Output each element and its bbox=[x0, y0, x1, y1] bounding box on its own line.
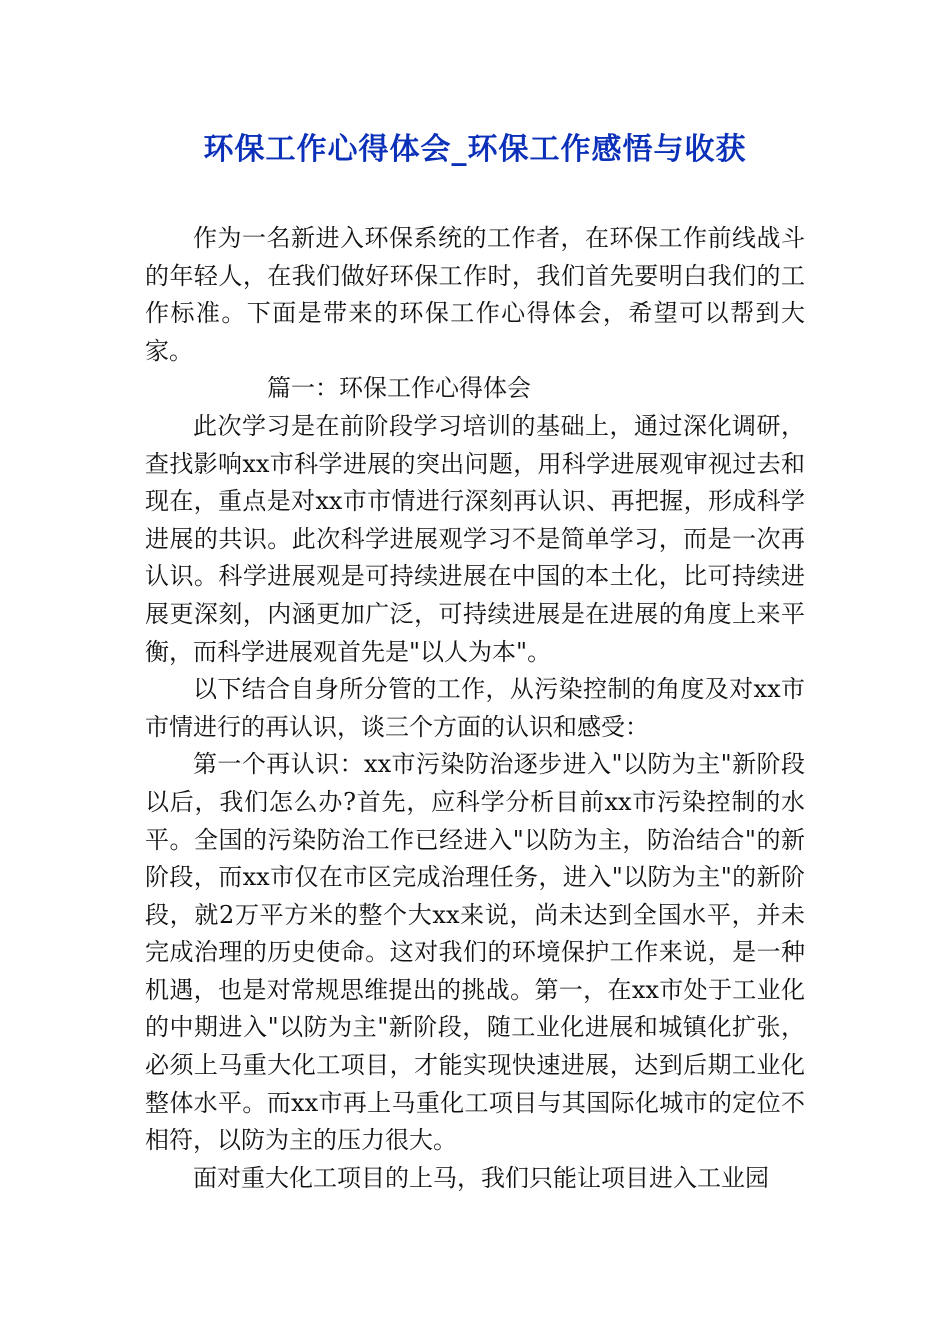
body-paragraph: 第一个再认识：xx市污染防治逐步进入"以防为主"新阶段以后，我们怎么办?首先，应科学分析目前xx市污染控制的水平。全国的污染防治工作已经进入"以防为主，防治结合"的新阶段，而xx市仅在市区完成治理任务，进入"以防为主"的新阶段，就2万平方米的整个大xx来说，尚未达到全国水平，并未完成治理的历史使命。这对我们的环境保护工作来说，是一种机遇，也是对常规思维提出的挑战。第一，在xx市处于工业化的中期进入"以防为主"新阶段，随工业化进展和城镇化扩张，必须上马重大化工项目，才能实现快速进展，达到后期工业化整体水平。而xx市再上马重化工项目与其国际化城市的定位不相符，以防为主的压力很大。 bbox=[145, 750, 805, 1155]
document-title: 环保工作心得体会_环保工作感悟与收获 bbox=[203, 132, 747, 167]
body-paragraph: 此次学习是在前阶段学习培训的基础上，通过深化调研，查找影响xx市科学进展的突出问题，用科学进展观审视过去和现在，重点是对xx市市情进行深刻再认识、再把握，形成科学进展的共识。此次科学进展观学习不是简单学习，而是一次再认识。科学进展观是可持续进展在中国的本土化，比可持续进展更深刻，内涵更加广泛，可持续进展是在进展的角度上来平衡，而科学进展观首先是"以人为本"。 bbox=[145, 411, 805, 666]
body-paragraph: 以下结合自身所分管的工作，从污染控制的角度及对xx市市情进行的再认识，谈三个方面的认识和感受： bbox=[145, 675, 805, 741]
section-heading: 篇一：环保工作心得体会 bbox=[267, 374, 531, 403]
document-body bbox=[145, 220, 805, 1197]
body-paragraph: 面对重大化工项目的上马，我们只能让项目进入工业园 bbox=[193, 1163, 769, 1192]
intro-paragraph: 作为一名新进入环保系统的工作者，在环保工作前线战斗的年轻人，在我们做好环保工作时，我们首先要明白我们的工作标准。下面是带来的环保工作心得体会，希望可以帮到大家。 bbox=[145, 224, 805, 365]
